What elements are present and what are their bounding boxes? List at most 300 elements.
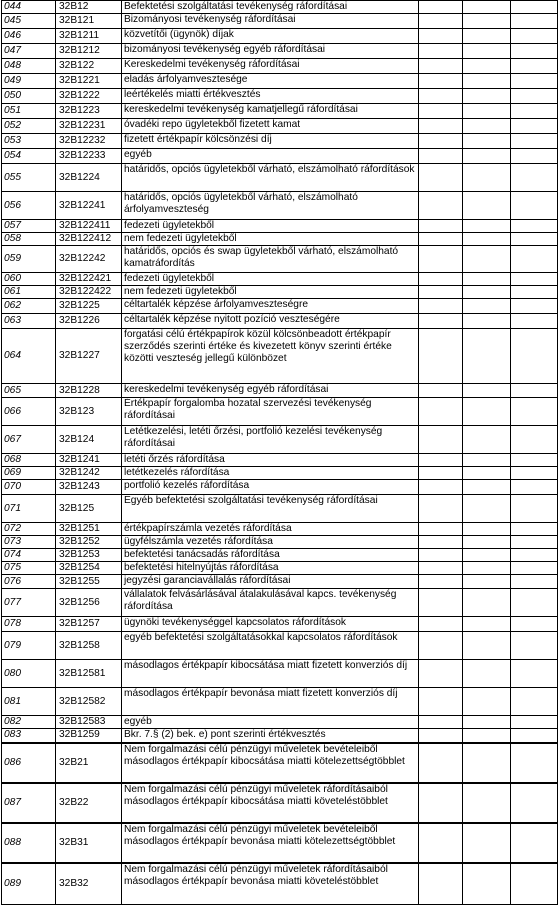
account-description: vállalatok felvásárlásával átalakulásával kapcs. tevékenység ráfordítása: [122, 589, 419, 617]
empty-value-cell: [511, 89, 558, 104]
account-code: 32B121: [56, 14, 122, 29]
empty-value-cell: [419, 329, 463, 384]
row-number: 086: [2, 743, 56, 783]
table-row: [2, 467, 558, 480]
empty-value-cell: [511, 743, 558, 783]
row-number: 082: [2, 716, 56, 729]
table-row: [2, 119, 558, 134]
account-code: 32B1242: [56, 467, 122, 480]
account-code: 32B1228: [56, 384, 122, 398]
account-code: 32B1221: [56, 74, 122, 89]
empty-value-cell: [511, 44, 558, 59]
table-row: [2, 1, 558, 14]
empty-value-cell: [419, 536, 463, 549]
empty-value-cell: [511, 480, 558, 495]
row-number: 049: [2, 74, 56, 89]
empty-value-cell: [463, 314, 511, 329]
empty-value-cell: [419, 562, 463, 575]
account-code: 32B123: [56, 398, 122, 426]
empty-value-cell: [463, 14, 511, 29]
account-code: 32B1223: [56, 104, 122, 119]
empty-value-cell: [511, 119, 558, 134]
empty-value-cell: [419, 164, 463, 192]
empty-value-cell: [419, 398, 463, 426]
empty-value-cell: [463, 660, 511, 688]
table-row: [2, 329, 558, 384]
row-number: 089: [2, 863, 56, 905]
account-description: fedezeti ügyletekből: [122, 273, 419, 286]
empty-value-cell: [511, 246, 558, 273]
empty-value-cell: [419, 688, 463, 716]
account-description: céltartalék képzése árfolyamveszteségre: [122, 299, 419, 314]
empty-value-cell: [463, 467, 511, 480]
empty-value-cell: [463, 29, 511, 44]
table-row: [2, 863, 558, 905]
empty-value-cell: [511, 549, 558, 562]
empty-value-cell: [511, 589, 558, 617]
row-number: 080: [2, 660, 56, 688]
empty-value-cell: [463, 164, 511, 192]
empty-value-cell: [419, 1, 463, 14]
account-code: 32B1227: [56, 329, 122, 384]
account-description: határidős, opciós ügyletekből várható, elszámolható ráfordítások: [122, 164, 419, 192]
account-code: 32B1258: [56, 632, 122, 660]
account-description: másodlagos értékpapír bevonása miatt fizetett konverziós díj: [122, 688, 419, 716]
empty-value-cell: [511, 632, 558, 660]
account-code: 32B122: [56, 59, 122, 74]
table-row: [2, 192, 558, 220]
row-number: 060: [2, 273, 56, 286]
empty-value-cell: [511, 575, 558, 589]
empty-value-cell: [511, 783, 558, 823]
empty-value-cell: [463, 74, 511, 89]
empty-value-cell: [463, 134, 511, 149]
row-number: 067: [2, 426, 56, 454]
account-description: határidős, opciós és swap ügyletekből várható, elszámolható kamatráfordítás: [122, 246, 419, 273]
account-description: óvadéki repo ügyletekből fizetett kamat: [122, 119, 419, 134]
empty-value-cell: [463, 299, 511, 314]
empty-value-cell: [511, 286, 558, 299]
empty-value-cell: [511, 823, 558, 863]
table-row: [2, 233, 558, 246]
row-number: 059: [2, 246, 56, 273]
account-code: 32B1257: [56, 617, 122, 632]
table-row: [2, 716, 558, 729]
account-code: 32B1222: [56, 89, 122, 104]
row-number: 044: [2, 1, 56, 14]
account-description: Bizományosi tevékenység ráfordításai: [122, 14, 419, 29]
empty-value-cell: [419, 729, 463, 743]
empty-value-cell: [419, 233, 463, 246]
account-description: letétkezelés ráfordítása: [122, 467, 419, 480]
account-table: [1, 0, 558, 905]
table-row: [2, 89, 558, 104]
table-row: [2, 74, 558, 89]
account-code: 32B12581: [56, 660, 122, 688]
account-description: nem fedezeti ügyletekből: [122, 286, 419, 299]
empty-value-cell: [511, 192, 558, 220]
account-code: 32B12582: [56, 688, 122, 716]
account-description: ügynöki tevékenységgel kapcsolatos ráfordítások: [122, 617, 419, 632]
account-description: fedezeti ügyletekből: [122, 220, 419, 233]
empty-value-cell: [463, 149, 511, 164]
empty-value-cell: [419, 74, 463, 89]
empty-value-cell: [463, 589, 511, 617]
empty-value-cell: [463, 220, 511, 233]
table-row: [2, 104, 558, 119]
empty-value-cell: [419, 743, 463, 783]
empty-value-cell: [511, 74, 558, 89]
row-number: 053: [2, 134, 56, 149]
table-row: [2, 314, 558, 329]
empty-value-cell: [511, 134, 558, 149]
empty-value-cell: [511, 729, 558, 743]
empty-value-cell: [419, 299, 463, 314]
account-description: fizetett értékpapír kölcsönzési díj: [122, 134, 419, 149]
row-number: 052: [2, 119, 56, 134]
empty-value-cell: [463, 104, 511, 119]
empty-value-cell: [511, 688, 558, 716]
row-number: 083: [2, 729, 56, 743]
row-number: 071: [2, 495, 56, 523]
empty-value-cell: [463, 44, 511, 59]
row-number: 058: [2, 233, 56, 246]
row-number: 062: [2, 299, 56, 314]
empty-value-cell: [419, 480, 463, 495]
table-row: [2, 495, 558, 523]
empty-value-cell: [463, 743, 511, 783]
empty-value-cell: [463, 384, 511, 398]
table-row: [2, 299, 558, 314]
table-row: [2, 660, 558, 688]
empty-value-cell: [511, 273, 558, 286]
account-description: Nem forgalmazási célú pénzügyi műveletek bevételeiből másodlagos értékpapír kibocsátása miatti kötelezettségtöbblet: [122, 743, 419, 783]
account-description: Befektetési szolgáltatási tevékenység ráfordításai: [122, 1, 419, 14]
empty-value-cell: [463, 119, 511, 134]
empty-value-cell: [511, 149, 558, 164]
table-row: [2, 29, 558, 44]
empty-value-cell: [463, 536, 511, 549]
account-code: 32B21: [56, 743, 122, 783]
account-code: 32B1224: [56, 164, 122, 192]
account-description: Nem forgalmazási célú pénzügyi műveletek ráfordításaiból másodlagos értékpapír kibocsátása miatti követeléstöbblet: [122, 783, 419, 823]
table-row: [2, 729, 558, 743]
row-number: 068: [2, 454, 56, 467]
table-row: [2, 688, 558, 716]
table-row: [2, 398, 558, 426]
row-number: 069: [2, 467, 56, 480]
empty-value-cell: [419, 426, 463, 454]
row-number: 055: [2, 164, 56, 192]
account-description: Bkr. 7.§ (2) bek. e) pont szerinti értékvesztés: [122, 729, 419, 743]
row-number: 047: [2, 44, 56, 59]
empty-value-cell: [463, 426, 511, 454]
account-code: 32B1225: [56, 299, 122, 314]
empty-value-cell: [419, 134, 463, 149]
account-description: jegyzési garanciavállalás ráfordításai: [122, 575, 419, 589]
empty-value-cell: [419, 660, 463, 688]
account-code: 32B1255: [56, 575, 122, 589]
empty-value-cell: [419, 104, 463, 119]
empty-value-cell: [463, 632, 511, 660]
account-description: kereskedelmi tevékenység kamatjellegű ráfordításai: [122, 104, 419, 119]
empty-value-cell: [511, 299, 558, 314]
empty-value-cell: [511, 660, 558, 688]
empty-value-cell: [419, 14, 463, 29]
empty-value-cell: [511, 536, 558, 549]
table-row: [2, 220, 558, 233]
account-code: 32B124: [56, 426, 122, 454]
account-code: 32B122412: [56, 233, 122, 246]
empty-value-cell: [419, 44, 463, 59]
account-description: céltartalék képzése nyitott pozíció veszteségére: [122, 314, 419, 329]
empty-value-cell: [511, 314, 558, 329]
empty-value-cell: [511, 495, 558, 523]
empty-value-cell: [463, 863, 511, 905]
empty-value-cell: [511, 467, 558, 480]
table-row: [2, 59, 558, 74]
table-row: [2, 134, 558, 149]
row-number: 087: [2, 783, 56, 823]
account-description: közvetítői (ügynök) díjak: [122, 29, 419, 44]
empty-value-cell: [511, 454, 558, 467]
empty-value-cell: [511, 1, 558, 14]
table-row: [2, 617, 558, 632]
table-row: [2, 246, 558, 273]
account-description: Letétkezelési, letéti őrzési, portfolió kezelési tevékenység ráfordításai: [122, 426, 419, 454]
table-row: [2, 44, 558, 59]
empty-value-cell: [419, 149, 463, 164]
account-description: egyéb: [122, 149, 419, 164]
empty-value-cell: [419, 823, 463, 863]
empty-value-cell: [463, 562, 511, 575]
empty-value-cell: [419, 589, 463, 617]
account-code: 32B22: [56, 783, 122, 823]
empty-value-cell: [463, 273, 511, 286]
account-code: 32B1212: [56, 44, 122, 59]
account-code: 32B1252: [56, 536, 122, 549]
account-description: Kereskedelmi tevékenység ráfordításai: [122, 59, 419, 74]
empty-value-cell: [419, 575, 463, 589]
empty-value-cell: [463, 549, 511, 562]
table-row: [2, 480, 558, 495]
row-number: 054: [2, 149, 56, 164]
account-description: letéti őrzés ráfordítása: [122, 454, 419, 467]
empty-value-cell: [419, 632, 463, 660]
row-number: 056: [2, 192, 56, 220]
empty-value-cell: [463, 617, 511, 632]
empty-value-cell: [511, 523, 558, 536]
account-code: 32B1211: [56, 29, 122, 44]
account-code: 32B1251: [56, 523, 122, 536]
account-description: Egyéb befektetési szolgáltatási tevékenység ráfordításai: [122, 495, 419, 523]
row-number: 061: [2, 286, 56, 299]
table-row: [2, 575, 558, 589]
account-code: 32B12242: [56, 246, 122, 273]
account-code: 32B1259: [56, 729, 122, 743]
empty-value-cell: [419, 29, 463, 44]
row-number: 073: [2, 536, 56, 549]
empty-value-cell: [419, 273, 463, 286]
table-row: [2, 384, 558, 398]
account-description: bizományosi tevékenység egyéb ráfordításai: [122, 44, 419, 59]
empty-value-cell: [419, 523, 463, 536]
empty-value-cell: [419, 192, 463, 220]
table-row: [2, 426, 558, 454]
empty-value-cell: [419, 783, 463, 823]
empty-value-cell: [511, 716, 558, 729]
table-row: [2, 743, 558, 783]
table-row: [2, 562, 558, 575]
account-description: ügyfélszámla vezetés ráfordítása: [122, 536, 419, 549]
empty-value-cell: [419, 246, 463, 273]
empty-value-cell: [511, 384, 558, 398]
row-number: 066: [2, 398, 56, 426]
empty-value-cell: [511, 233, 558, 246]
empty-value-cell: [511, 562, 558, 575]
empty-value-cell: [511, 164, 558, 192]
empty-value-cell: [419, 384, 463, 398]
empty-value-cell: [419, 89, 463, 104]
table-row: [2, 632, 558, 660]
account-code: 32B1226: [56, 314, 122, 329]
account-description: Értékpapír forgalomba hozatal szervezési tevékenység ráfordításai: [122, 398, 419, 426]
account-code: 32B32: [56, 863, 122, 905]
account-description: leértékelés miatti értékvesztés: [122, 89, 419, 104]
empty-value-cell: [463, 246, 511, 273]
account-description: eladás árfolyamvesztesége: [122, 74, 419, 89]
empty-value-cell: [463, 823, 511, 863]
empty-value-cell: [419, 495, 463, 523]
empty-value-cell: [463, 454, 511, 467]
row-number: 072: [2, 523, 56, 536]
row-number: 074: [2, 549, 56, 562]
table-row: [2, 149, 558, 164]
empty-value-cell: [419, 286, 463, 299]
account-description: egyéb befektetési szolgáltatásokkal kapcsolatos ráfordítások: [122, 632, 419, 660]
row-number: 064: [2, 329, 56, 384]
account-description: befektetési tanácsadás ráfordítása: [122, 549, 419, 562]
empty-value-cell: [463, 716, 511, 729]
empty-value-cell: [463, 523, 511, 536]
row-number: 046: [2, 29, 56, 44]
row-number: 076: [2, 575, 56, 589]
empty-value-cell: [463, 1, 511, 14]
account-description: nem fedezeti ügyletekből: [122, 233, 419, 246]
account-description: kereskedelmi tevékenység egyéb ráfordításai: [122, 384, 419, 398]
account-code: 32B1253: [56, 549, 122, 562]
empty-value-cell: [463, 89, 511, 104]
table-row: [2, 536, 558, 549]
account-description: értékpapírszámla vezetés ráfordítása: [122, 523, 419, 536]
empty-value-cell: [419, 59, 463, 74]
empty-value-cell: [463, 688, 511, 716]
empty-value-cell: [463, 729, 511, 743]
table-row: [2, 454, 558, 467]
row-number: 063: [2, 314, 56, 329]
empty-value-cell: [463, 783, 511, 823]
account-code: 32B1243: [56, 480, 122, 495]
account-table-body: [2, 1, 558, 905]
account-description: határidős, opciós ügyletekből várható, elszámolható árfolyamveszteség: [122, 192, 419, 220]
table-row: [2, 14, 558, 29]
account-description: Nem forgalmazási célú pénzügyi műveletek bevételeiből másodlagos értékpapír bevonása miatti kötelezettségtöbblet: [122, 823, 419, 863]
account-description: Nem forgalmazási célú pénzügyi műveletek ráfordításaiból másodlagos értékpapír bevonása miatti követeléstöbblet: [122, 863, 419, 905]
empty-value-cell: [419, 716, 463, 729]
table-row: [2, 286, 558, 299]
account-code: 32B122421: [56, 273, 122, 286]
table-row: [2, 164, 558, 192]
row-number: 075: [2, 562, 56, 575]
account-code: 32B31: [56, 823, 122, 863]
empty-value-cell: [511, 220, 558, 233]
account-code: 32B122411: [56, 220, 122, 233]
account-code: 32B1256: [56, 589, 122, 617]
account-description: befektetési hitelnyújtás ráfordítása: [122, 562, 419, 575]
empty-value-cell: [511, 863, 558, 905]
table-row: [2, 273, 558, 286]
empty-value-cell: [511, 104, 558, 119]
row-number: 051: [2, 104, 56, 119]
empty-value-cell: [419, 549, 463, 562]
row-number: 070: [2, 480, 56, 495]
empty-value-cell: [511, 29, 558, 44]
account-code: 32B12241: [56, 192, 122, 220]
row-number: 050: [2, 89, 56, 104]
empty-value-cell: [419, 617, 463, 632]
row-number: 088: [2, 823, 56, 863]
empty-value-cell: [463, 495, 511, 523]
table-row: [2, 523, 558, 536]
table-row: [2, 589, 558, 617]
empty-value-cell: [463, 286, 511, 299]
row-number: 045: [2, 14, 56, 29]
account-code: 32B122422: [56, 286, 122, 299]
account-code: 32B1254: [56, 562, 122, 575]
empty-value-cell: [463, 480, 511, 495]
empty-value-cell: [463, 398, 511, 426]
account-code: 32B1241: [56, 454, 122, 467]
empty-value-cell: [419, 467, 463, 480]
account-description: egyéb: [122, 716, 419, 729]
row-number: 057: [2, 220, 56, 233]
table-row: [2, 783, 558, 823]
table-row: [2, 823, 558, 863]
row-number: 079: [2, 632, 56, 660]
empty-value-cell: [463, 233, 511, 246]
empty-value-cell: [463, 59, 511, 74]
empty-value-cell: [419, 314, 463, 329]
account-code: 32B125: [56, 495, 122, 523]
row-number: 065: [2, 384, 56, 398]
account-code: 32B12233: [56, 149, 122, 164]
row-number: 081: [2, 688, 56, 716]
table-row: [2, 549, 558, 562]
empty-value-cell: [419, 119, 463, 134]
empty-value-cell: [511, 398, 558, 426]
empty-value-cell: [511, 59, 558, 74]
empty-value-cell: [419, 220, 463, 233]
empty-value-cell: [511, 426, 558, 454]
account-code: 32B12: [56, 1, 122, 14]
account-description: forgatási célú értékpapírok közül kölcsönbeadott értékpapír szerződés szerinti értéke és kivezetett könyv szerinti értéke közötti veszteség jellegű különbözet: [122, 329, 419, 384]
row-number: 078: [2, 617, 56, 632]
empty-value-cell: [511, 329, 558, 384]
account-description: másodlagos értékpapír kibocsátása miatt fizetett konverziós díj: [122, 660, 419, 688]
account-description: portfolió kezelés ráfordítása: [122, 480, 419, 495]
empty-value-cell: [463, 329, 511, 384]
empty-value-cell: [511, 14, 558, 29]
